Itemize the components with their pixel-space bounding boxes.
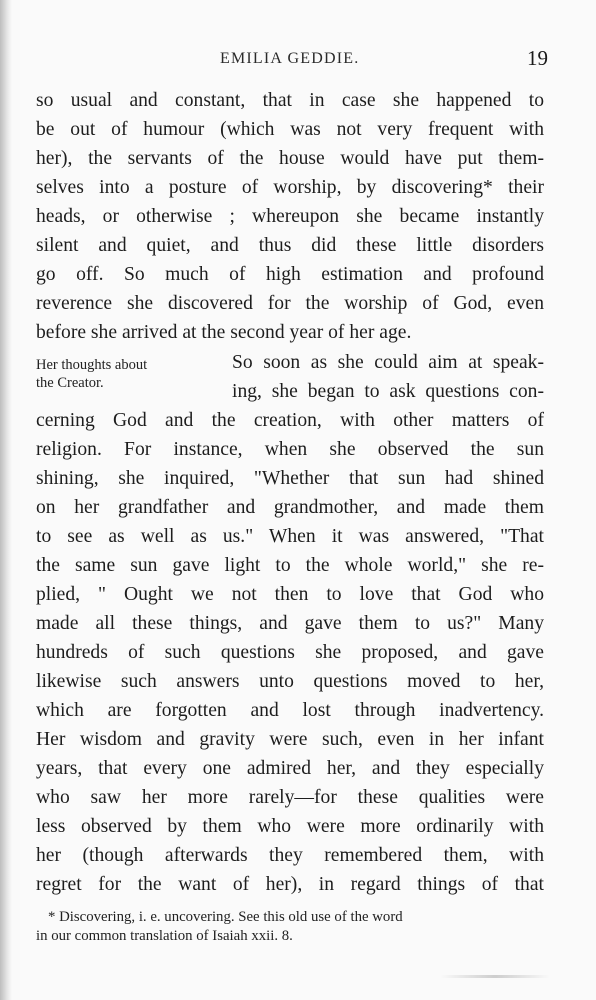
footnote-line: in our common translation of Isaiah xxii. 8. [36, 928, 293, 944]
footnote-line: * Discovering, i. e. uncovering. See this old use of the word [48, 909, 403, 925]
text-line: religion. For instance, when she observed the sun [36, 439, 544, 460]
text-line: shining, she inquired, "Whether that sun had shined [36, 468, 544, 489]
text-line: her (though afterwards they remembered them, with [36, 845, 544, 866]
text-line: her), the servants of the house would have put them- [36, 148, 544, 169]
page-gutter-shadow [0, 0, 12, 1000]
text-line: reverence she discovered for the worship of God, even [36, 293, 544, 314]
footnote [36, 908, 548, 946]
text-line: hundreds of such questions she proposed, and gave [36, 642, 544, 663]
text-line: to see as well as us." When it was answered, "That [36, 526, 544, 547]
page-number: 19 [527, 46, 548, 70]
text-line: who saw her more rarely—for these qualities were [36, 787, 544, 808]
text-line: cerning God and the creation, with other matters of [36, 410, 544, 431]
text-line: before she arrived at the second year of her age. [36, 322, 412, 343]
text-line: silent and quiet, and thus did these little disorders [36, 235, 544, 256]
text-line: which are forgotten and lost through inadvertency. [36, 700, 544, 721]
text-line: the same sun gave light to the whole world," she re- [36, 555, 544, 576]
text-line: on her grandfather and grandmother, and made them [36, 497, 544, 518]
text-line: go off. So much of high estimation and profound [36, 264, 544, 285]
running-head: EMILIA GEDDIE. [220, 50, 360, 67]
text-line: regret for the want of her), in regard things of that [36, 874, 544, 895]
paper-smudge [440, 975, 550, 978]
paragraph-2 [36, 348, 544, 899]
text-line: Her wisdom and gravity were such, even in her infant [36, 729, 544, 750]
text-line: be out of humour (which was not very frequent with [36, 119, 544, 140]
sidenote-line: the Creator. [36, 375, 104, 391]
text-line: selves into a posture of worship, by discovering* their [36, 177, 544, 198]
paragraph-1 [36, 86, 544, 347]
page-header [36, 46, 546, 76]
text-line: years, that every one admired her, and they especially [36, 758, 544, 779]
sidenote-line: Her thoughts about [36, 357, 148, 373]
text-line: So soon as she could aim at speak- [232, 352, 544, 373]
text-line: so usual and constant, that in case she happened to [36, 90, 544, 111]
text-line: made all these things, and gave them to us?" Many [36, 613, 544, 634]
text-line: less observed by them who were more ordinarily with [36, 816, 544, 837]
text-line: heads, or otherwise ; whereupon she became instantly [36, 206, 544, 227]
text-line: plied, " Ought we not then to love that God who [36, 584, 544, 605]
text-line: likewise such answers unto questions moved to her, [36, 671, 544, 692]
text-line: ing, she began to ask questions con- [232, 381, 544, 402]
